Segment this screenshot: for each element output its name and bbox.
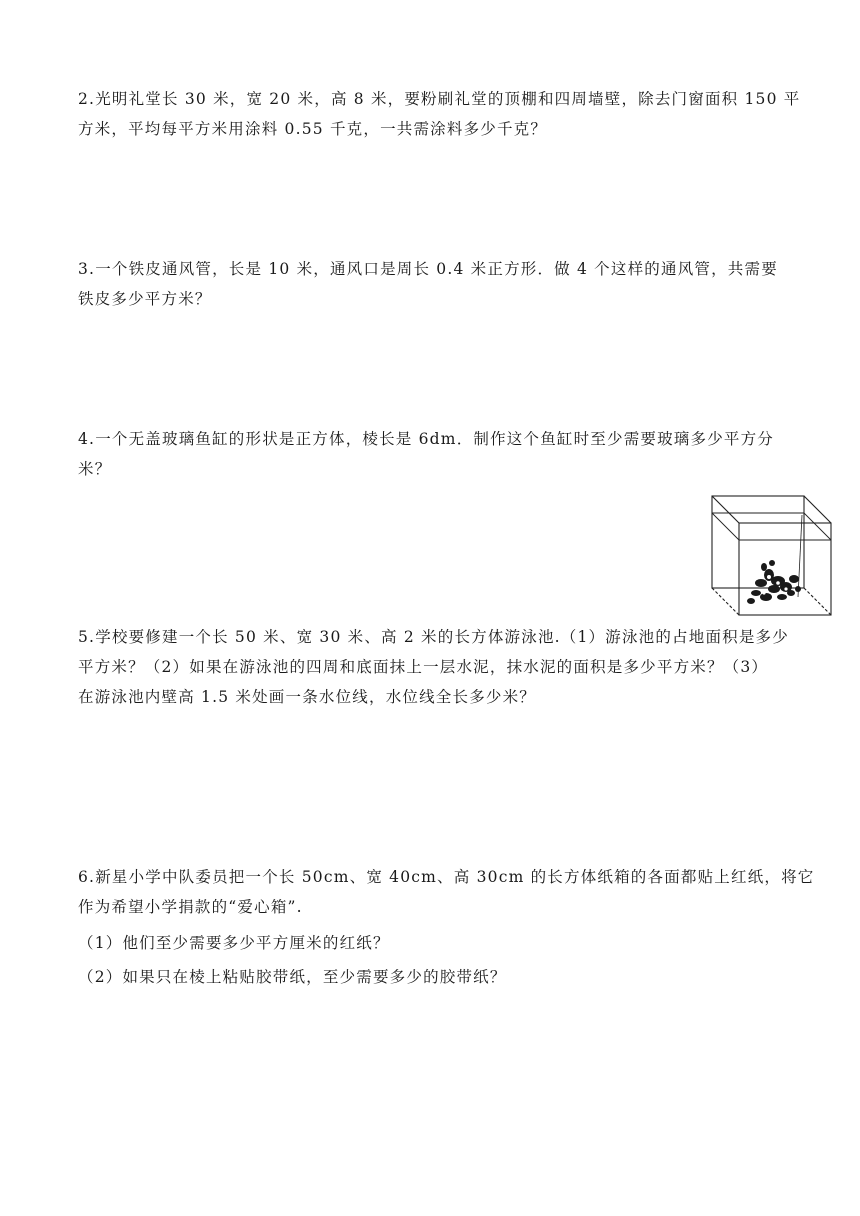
tank-gravel: [747, 560, 801, 604]
question-5-line-1: 5.学校要修建一个长 50 米、宽 30 米、高 2 米的长方体游泳池.（1）游泳池的占地面积是多少: [78, 628, 789, 646]
question-6-sub-2: （2）如果只在棱上粘贴胶带纸，至少需要多少的胶带纸？: [78, 968, 507, 986]
question-3-line-1: 3.一个铁皮通风管，长是 10 米，通风口是周长 0.4 米正方形．做 4 个这样的通风管，共需要: [78, 260, 778, 278]
question-6-line-2: 作为希望小学捐款的“爱心箱”.: [78, 898, 303, 916]
question-6-line-1: 6.新星小学中队委员把一个长 50cm、宽 40cm、高 30cm 的长方体纸箱的各面都贴上红纸，将它: [78, 868, 815, 886]
question-4-line-1: 4.一个无盖玻璃鱼缸的形状是正方体，棱长是 6dm．制作这个鱼缸时至少需要玻璃多少平方分: [78, 430, 774, 448]
question-2-line-2: 方米，平均每平方米用涂料 0.55 千克，一共需涂料多少千克？: [78, 120, 548, 138]
question-4: [78, 424, 790, 484]
fish-tank-icon: [706, 493, 834, 625]
question-3: [78, 254, 790, 314]
question-6: [78, 862, 815, 922]
question-5-line-3: 在游泳池内壁高 1.5 米处画一条水位线，水位线全长多少米？: [78, 688, 537, 706]
question-2: [78, 84, 801, 144]
question-6-sub-1: （1）他们至少需要多少平方厘米的红纸？: [78, 934, 390, 952]
question-5-line-2: 平方米？（2）如果在游泳池的四周和底面抹上一层水泥，抹水泥的面积是多少平方米？（3）: [78, 658, 769, 676]
question-2-line-1: 2.光明礼堂长 30 米，宽 20 米，高 8 米，要粉刷礼堂的顶棚和四周墙壁，除去门窗面积 150 平: [78, 90, 801, 108]
question-4-line-2: 米？: [78, 460, 112, 478]
question-5: [78, 622, 790, 712]
question-3-line-2: 铁皮多少平方米？: [78, 290, 212, 308]
